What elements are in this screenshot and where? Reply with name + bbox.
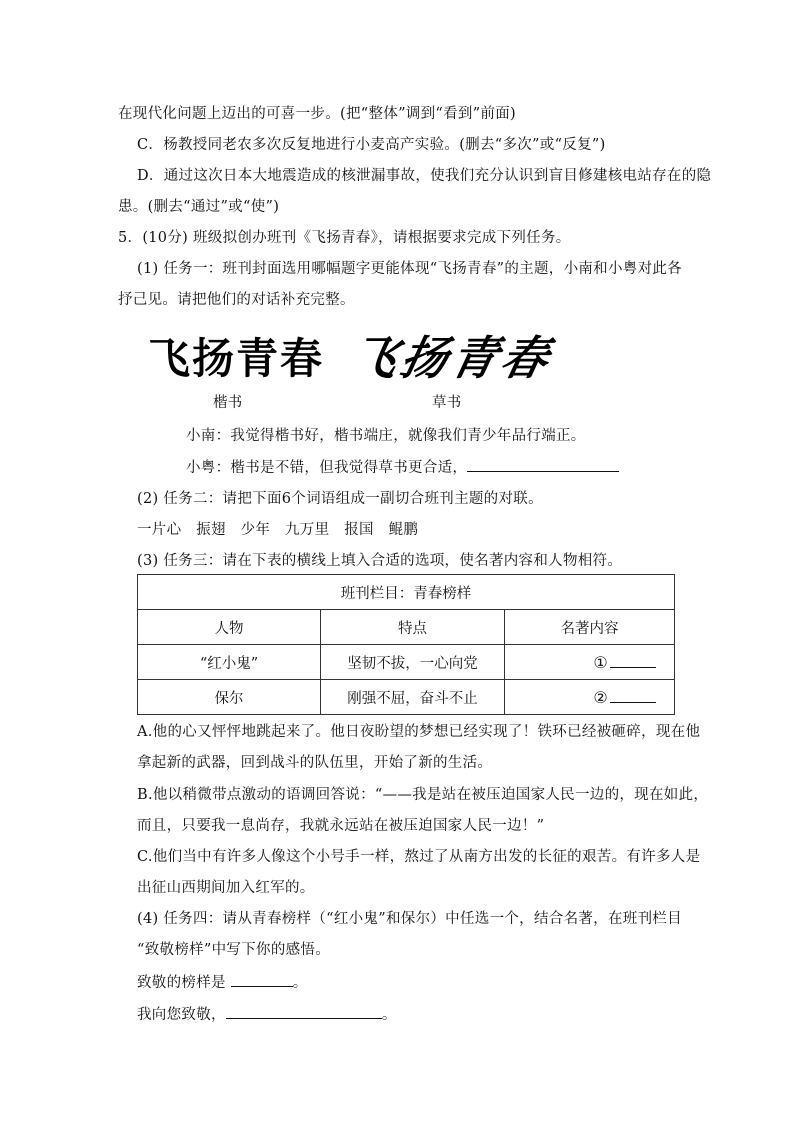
answer-line-label: 致敬的榜样是: [137, 975, 231, 991]
task-4-prompt-cont: “致敬榜样”中写下你的感悟。: [137, 942, 331, 958]
caoshu-label: 草书: [432, 395, 462, 411]
option-a: A.他的心又怦怦地跳起来了。他日夜盼望的梦想已经实现了！铁环已经被砸碎，现在他: [137, 724, 701, 740]
circled-number: ①: [593, 652, 608, 672]
table-header: 特点: [321, 610, 505, 645]
kaishu-calligraphy: 飞扬青春: [148, 334, 325, 383]
answer-blank[interactable]: [231, 972, 293, 987]
task-4-prompt: (4) 任务四：请从青春榜样（“红小鬼”和保尔）中任选一个，结合名著，在班刊栏目: [137, 911, 682, 927]
answer-line-end: 。: [381, 1007, 397, 1023]
table-cell-content: [505, 645, 675, 680]
text-line: C．杨教授同老农多次反复地进行小麦高产实验。(删去“多次”或“反复”): [137, 137, 606, 153]
couplet-words: 一片心 振翅 少年 九万里 报国 鲲鹏: [137, 522, 419, 538]
answer-line-salute: [137, 1004, 397, 1025]
option-b-cont: 而且，只要我一息尚存，我就永远站在被压迫国家人民一边！”: [137, 818, 545, 834]
answer-line-role-model: [137, 972, 308, 993]
question-5-heading: 5．(10分) 班级拟创办班刊《飞扬青春》，请根据要求完成下列任务。: [118, 230, 571, 246]
role-model-table: [137, 574, 675, 715]
answer-blank[interactable]: [226, 1004, 382, 1019]
dialogue-xiaoyue: [186, 457, 619, 478]
caoshu-calligraphy: 飞扬青春: [345, 331, 558, 385]
task-1-prompt-cont: 抒己见。请把他们的对话补充完整。: [118, 292, 355, 308]
dialogue-xiaoyue-text: 小粤：楷书是不错，但我觉得草书更合适，: [186, 460, 468, 476]
answer-line-end: 。: [292, 975, 308, 991]
circled-number: ②: [593, 687, 608, 707]
text-line: D．通过这次日本大地震造成的核泄漏事故，使我们充分认识到盲目修建核电站存在的隐: [137, 168, 712, 184]
answer-blank[interactable]: [610, 690, 656, 703]
table-cell-trait: 坚韧不拔，一心向党: [321, 645, 505, 680]
answer-line-label: 我向您致敬，: [137, 1007, 226, 1023]
table-cell-person: “红小鬼”: [138, 645, 321, 680]
option-c-cont: 出征山西期间加入红军的。: [137, 880, 315, 896]
table-header: 人物: [138, 610, 321, 645]
table-cell-trait: 刚强不屈，奋斗不止: [321, 680, 505, 715]
task-1-prompt: (1) 任务一：班刊封面选用哪幅题字更能体现“飞扬青春”的主题，小南和小粤对此各: [137, 261, 682, 277]
answer-blank[interactable]: [467, 457, 619, 472]
answer-blank[interactable]: [610, 655, 656, 668]
option-c: C.他们当中有许多人像这个小号手一样，熬过了从南方出发的长征的艰苦。有许多人是: [137, 849, 701, 865]
text-line: 在现代化问题上迈出的可喜一步。(把“整体”调到“看到”前面): [118, 106, 516, 122]
text-line: 患。(删去“通过”或“使”): [118, 199, 280, 215]
task-2-prompt: (2) 任务二：请把下面6个词语组成一副切合班刊主题的对联。: [137, 491, 543, 507]
table-title: 班刊栏目：青春榜样: [138, 575, 675, 610]
table-cell-content: [505, 680, 675, 715]
kaishu-label: 楷书: [213, 395, 243, 411]
task-3-prompt: (3) 任务三：请在下表的横线上填入合适的选项，使名著内容和人物相符。: [137, 553, 623, 569]
table-header: 名著内容: [505, 610, 675, 645]
option-a-cont: 拿起新的武器，回到战斗的队伍里，开始了新的生活。: [137, 755, 493, 771]
table-cell-person: 保尔: [138, 680, 321, 715]
option-b: B.他以稍微带点激动的语调回答说：“——我是站在被压迫国家人民一边的，现在如此，: [137, 787, 709, 803]
dialogue-xiaonan: 小南：我觉得楷书好，楷书端庄，就像我们青少年品行端正。: [186, 428, 586, 444]
